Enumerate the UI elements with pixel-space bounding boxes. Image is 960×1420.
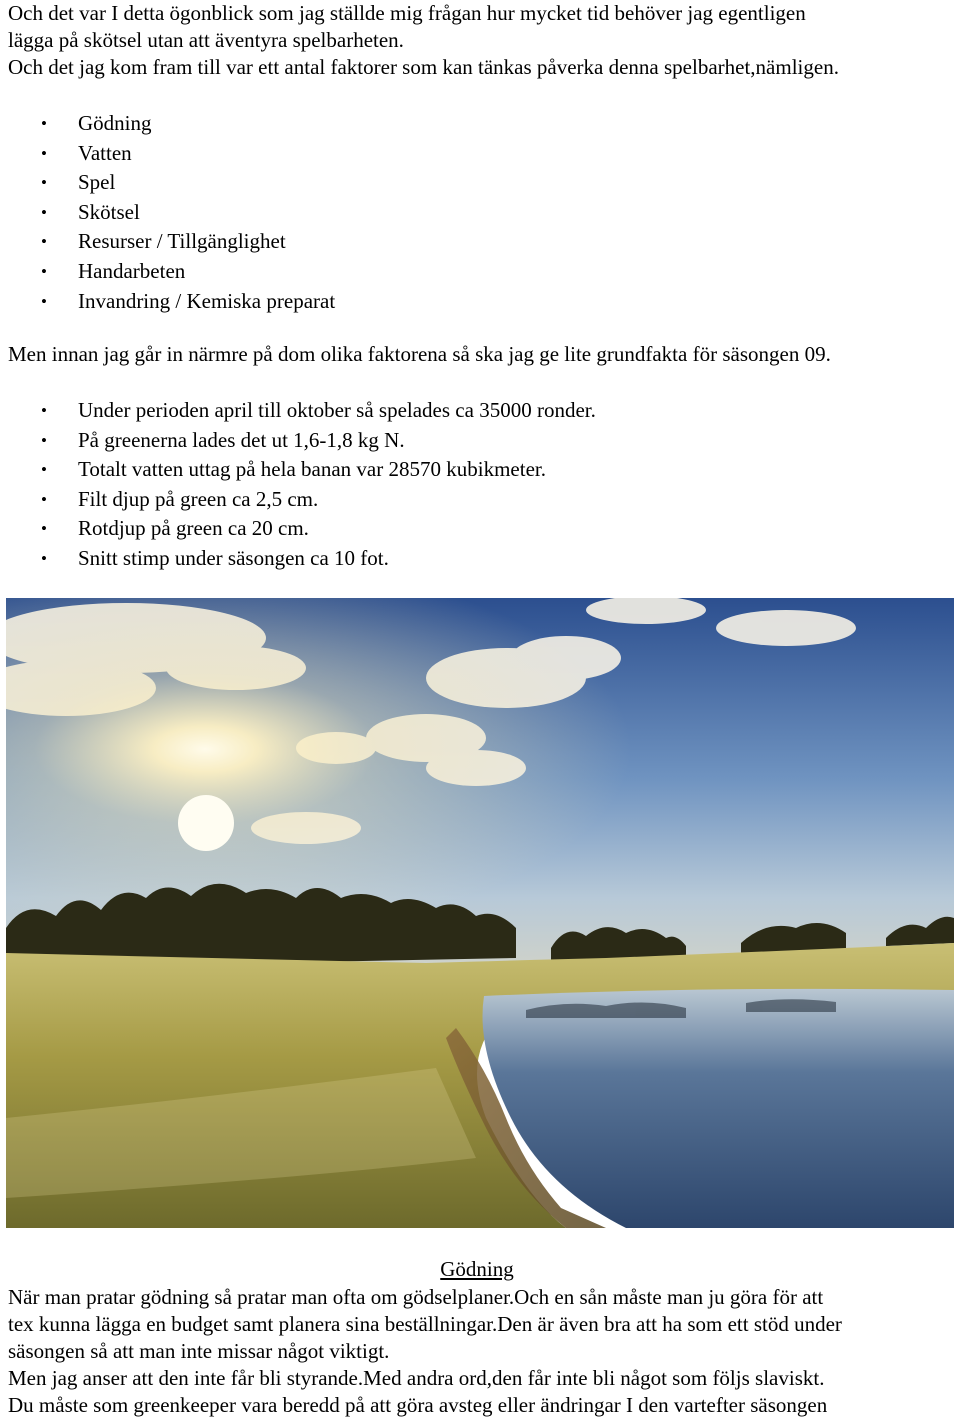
factor-item [0,198,335,228]
fact-label: Totalt vatten uttag på hela banan var 28570 kubikmeter. [78,457,546,482]
bullet-icon: • [41,143,47,163]
bullet-icon: • [41,261,47,281]
fact-item [0,544,596,574]
factor-label: Resurser / Tillgänglighet [78,229,286,254]
fact-item [0,426,596,456]
fact-label: På greenerna lades det ut 1,6-1,8 kg N. [78,427,405,452]
fact-item [0,455,596,485]
body-line: Du måste som greenkeeper vara beredd på att göra avsteg eller ändringar I den vartefter säsongen [8,1393,828,1417]
fact-label: Filt djup på green ca 2,5 cm. [78,486,319,511]
golf-course-photo [6,598,954,1228]
bullet-icon: • [41,460,47,480]
factors-list [0,109,335,316]
factor-item [0,287,335,317]
fact-item [0,396,596,426]
factor-item [0,227,335,257]
body-line: säsongen så att man inte missar något viktigt. [8,1339,390,1363]
intro-line-1: Och det var I detta ögonblick som jag ställde mig frågan hur mycket tid behöver jag egentligen [8,1,806,25]
intro-paragraph [8,0,806,54]
factor-label: Handarbeten [78,258,186,283]
factor-item [0,109,335,139]
body-line: När man pratar gödning så pratar man ofta om gödselplaner.Och en sån måste man ju göra för att [8,1285,824,1309]
bullet-icon: • [41,430,47,450]
factor-item [0,139,335,169]
fact-label: Snitt stimp under säsongen ca 10 fot. [78,545,389,570]
pond [483,989,954,1228]
intro-line-3: Och det jag kom fram till var ett antal faktorer som kan tänkas påverka denna spelbarhet,nämligen. [8,55,839,79]
section-body [8,1284,954,1419]
bullet-icon: • [41,401,47,420]
fact-label: Rotdjup på green ca 20 cm. [78,516,309,541]
bullet-icon: • [41,114,47,133]
section-heading: Gödning [440,1257,514,1281]
bullet-icon: • [41,232,47,252]
factor-label: Gödning [78,111,152,135]
factor-label: Vatten [78,140,132,165]
bullet-icon: • [41,173,47,193]
body-line: tex kunna lägga en budget samt planera sina beställningar.Den är även bra att ha som ett stöd under [8,1312,842,1336]
fact-label: Under perioden april till oktober så spelades ca 35000 ronder. [78,398,596,422]
fact-item [0,485,596,515]
factor-item [0,257,335,287]
factor-label: Spel [78,170,116,195]
season-intro-text: Men innan jag går in närmre på dom olika faktorena så ska jag ge lite grundfakta för säsongen 09. [8,342,831,366]
factor-label: Invandring / Kemiska preparat [78,288,336,313]
bullet-icon: • [41,519,47,539]
bullet-icon: • [41,548,47,568]
fact-item [0,514,596,544]
factor-item [0,168,335,198]
bullet-icon: • [41,202,47,222]
season-facts-list [0,396,596,574]
factor-label: Skötsel [78,199,140,224]
body-line: Men jag anser att den inte får bli styrande.Med andra ord,den får inte bli något som följs slaviskt. [8,1366,825,1390]
bullet-icon: • [41,489,47,509]
bullet-icon: • [41,291,47,311]
intro-line-2: lägga på skötsel utan att äventyra spelbarheten. [8,28,404,52]
sun [178,795,234,851]
